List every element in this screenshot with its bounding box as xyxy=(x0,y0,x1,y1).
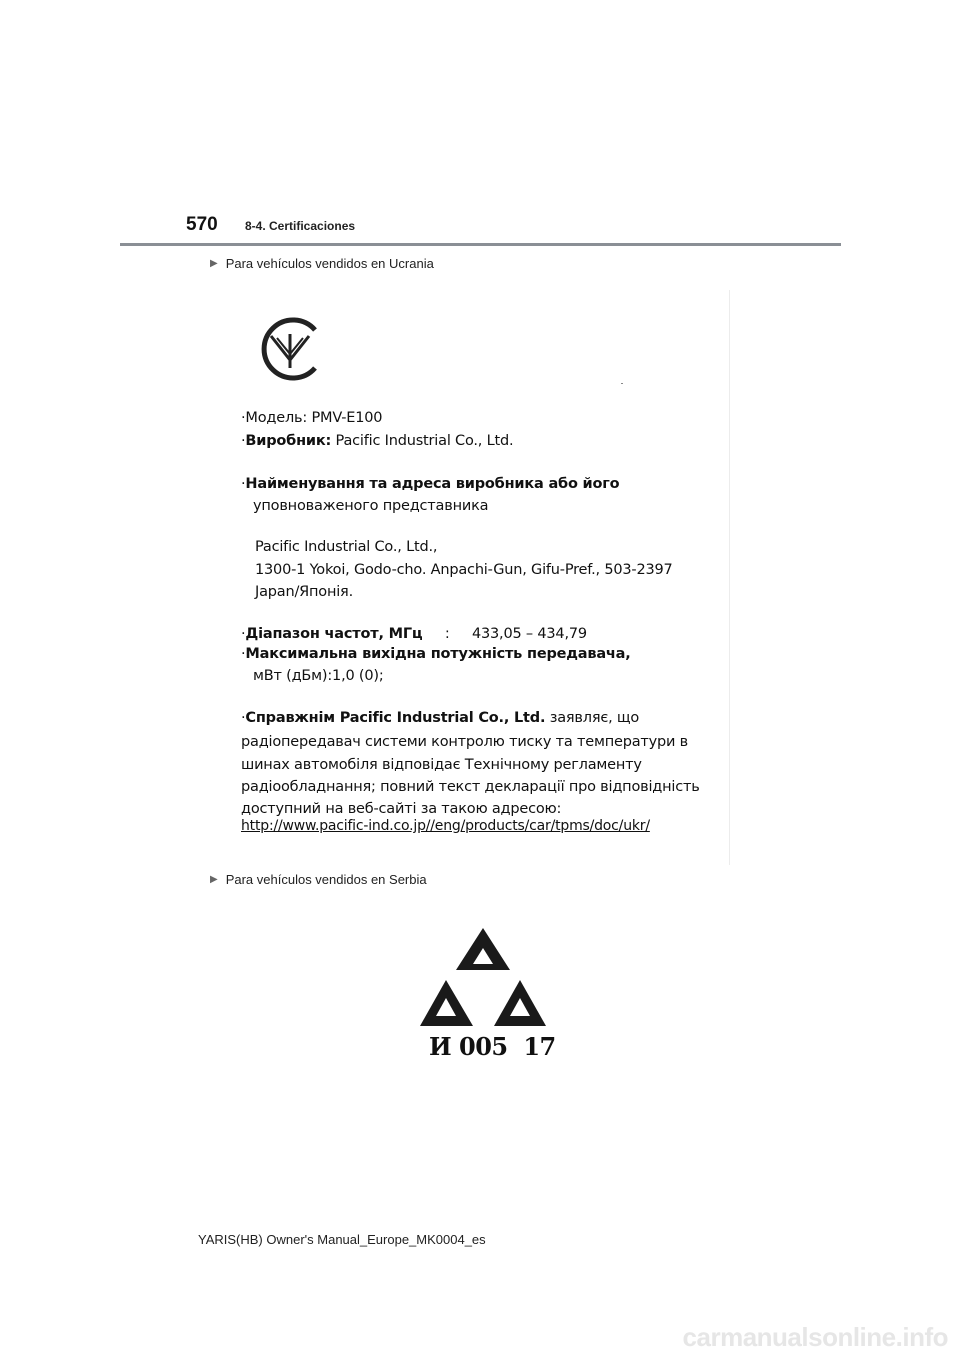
power-label-1: Максимальна вихідна потужність передавача, xyxy=(245,646,631,662)
serbia-bullet-text: Para vehículos vendidos en Serbia xyxy=(225,872,427,887)
frequency-value: 433,05 – 434,79 xyxy=(471,626,587,642)
manufacturer-value: Pacific Industrial Co., Ltd. xyxy=(335,433,514,449)
frequency-line: ·Діапазон частот, МГц : 433,05 – 434,79 xyxy=(241,626,587,642)
ukraine-certificate xyxy=(229,290,730,865)
manufacturer-line: ·Виробник: Pacific Industrial Co., Ltd. xyxy=(241,433,514,449)
name-address-label-1: Найменування та адреса виробника або його xyxy=(245,476,620,492)
declaration-url[interactable]: http://www.pacific-ind.co.jp//eng/products/car/tpms/doc/ukr/ xyxy=(241,818,650,834)
ukraine-bullet-text: Para vehículos vendidos en Ucrania xyxy=(225,256,434,271)
ukraine-bullet xyxy=(210,256,434,271)
declaration-line-2: радіопередавач системи контролю тиску та температури в xyxy=(241,734,689,750)
serbia-bullet xyxy=(210,872,427,887)
serbian-conformity-triangles-icon xyxy=(418,922,548,1032)
name-address-label-2: уповноваженого представника xyxy=(253,498,489,514)
triangle-right-icon: ▶ xyxy=(210,258,218,269)
manufacturer-label: Виробник: xyxy=(245,433,332,449)
company-name: Pacific Industrial Co., Ltd., xyxy=(255,539,438,555)
power-value: мВт (дБм):1,0 (0); xyxy=(253,668,384,684)
scan-speck xyxy=(621,383,623,384)
ukrsepro-conformity-mark-icon xyxy=(257,316,323,382)
declaration-company: Справжнім Pacific Industrial Co., Ltd. xyxy=(245,710,546,726)
section-title: 8-4. Certificaciones xyxy=(245,219,356,233)
power-line: ·Максимальна вихідна потужність передавача, xyxy=(241,646,631,662)
frequency-label: Діапазон частот, МГц xyxy=(245,626,423,642)
declaration-line-5: доступний на веб-сайті за такою адресою: xyxy=(241,801,562,817)
page-number: 570 xyxy=(186,214,218,235)
company-country: Japan/Японія. xyxy=(255,584,353,600)
declaration-line-1: ·Справжнім Pacific Industrial Co., Ltd. заявляє, що xyxy=(241,710,640,726)
watermark: carmanualsonline.info xyxy=(682,1322,948,1352)
model-value: PMV-E100 xyxy=(311,410,383,426)
declaration-intro-rest: заявляє, що xyxy=(545,710,640,726)
frequency-separator: : xyxy=(444,626,450,642)
company-address: 1300-1 Yokoi, Godo-cho. Anpachi-Gun, Gifu-Pref., 503-2397 xyxy=(255,562,673,578)
serbian-cert-code: И 005 17 xyxy=(429,1032,556,1061)
declaration-line-4: радіообладнання; повний текст декларації про відповідність xyxy=(241,779,700,795)
page-footer: YARIS(HB) Owner's Manual_Europe_MK0004_es xyxy=(198,1232,486,1247)
model-label: Модель: xyxy=(245,410,308,426)
declaration-line-3: шинах автомобіля відповідає Технічному регламенту xyxy=(241,757,642,773)
header-divider xyxy=(120,243,841,246)
model-line: ·Модель: PMV-E100 xyxy=(241,410,383,426)
name-address-label: ·Найменування та адреса виробника або його xyxy=(241,476,620,492)
triangle-right-icon: ▶ xyxy=(210,874,218,885)
